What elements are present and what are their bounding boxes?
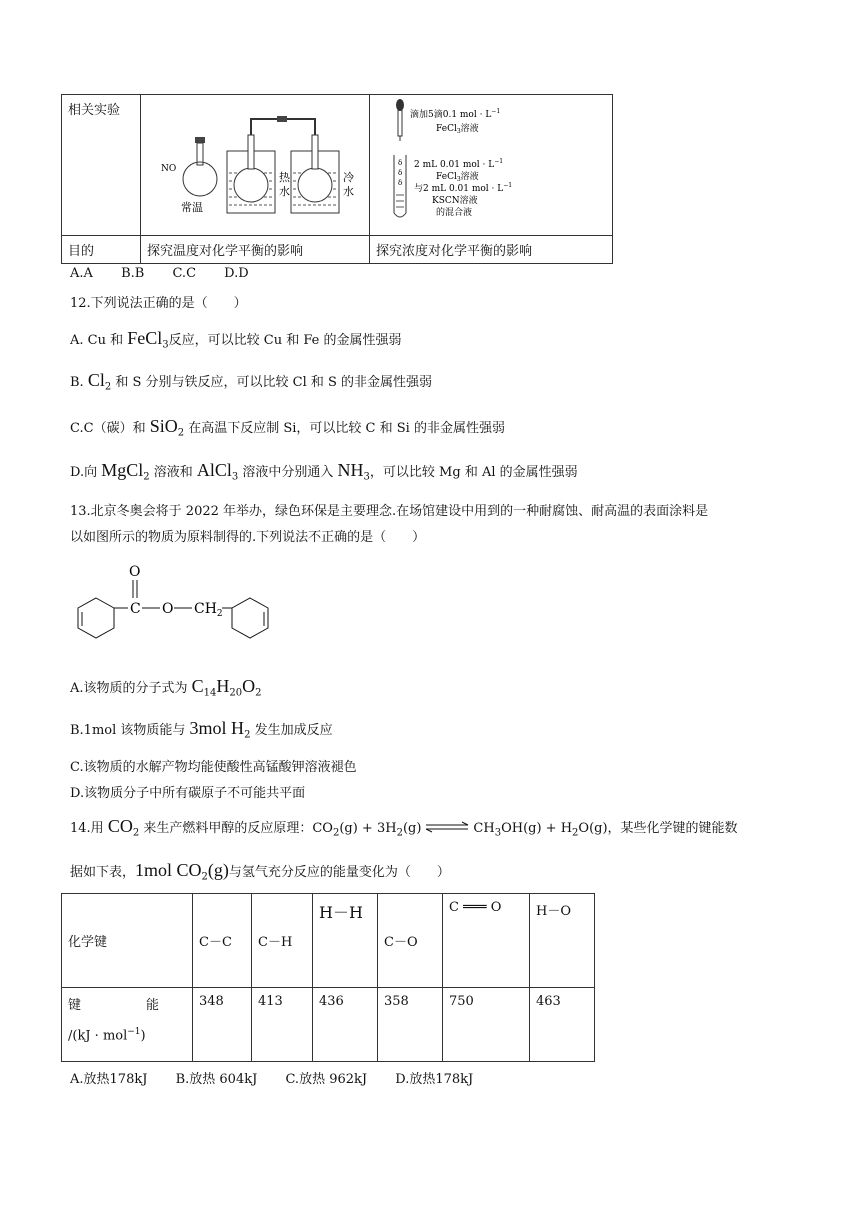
cell-figure-temperature	[141, 95, 370, 236]
ester-o-label: O	[162, 601, 174, 617]
q12-option-b[interactable]: B. $Cl_2$ 和 S 分别与铁反应，可以比较 Cl 和 S 的非金属性强弱	[70, 370, 433, 393]
cell-label-experiment: 相关实验	[62, 95, 141, 236]
energy-c-o: 358	[378, 988, 443, 1062]
room-temp-label: 常温	[181, 201, 203, 214]
q14-stem-line-1: 14.用 $CO_2$ 来生产燃料甲醇的反应原理：$CO_2(g) + 3H_2(g) CH_3OH(g) + H_2O(g)$，某些化学键的键能数	[70, 816, 738, 839]
no2-label: NO	[161, 164, 177, 174]
cold-water-label-1: 冷	[343, 171, 354, 184]
cell-purpose-temperature: 探究温度对化学平衡的影响	[141, 236, 370, 264]
hot-water-label-1: 热	[279, 171, 290, 184]
q11-options	[70, 266, 273, 281]
energy-c-double-o: 750	[443, 988, 530, 1062]
q13-stem-line-1: 13.北京冬奥会将于 2022 年举办，绿色环保是主要理念.在场馆建设中用到的一种耐腐蚀、耐高温的表面涂料是	[70, 504, 709, 519]
cold-water-label-2: 水	[343, 185, 354, 198]
concentration-apparatus-figure	[370, 95, 612, 231]
energy-row-label: 键 能 /(kJ · mol$^{-1}$)	[62, 988, 193, 1062]
cell-label-purpose: 目的	[62, 236, 141, 264]
energy-c-c: 348	[193, 988, 252, 1062]
bond-c-c: C－C	[193, 894, 252, 988]
energy-c-h: 413	[252, 988, 313, 1062]
q11-option-c[interactable]: C.C	[172, 266, 197, 281]
q13-stem-line-2: 以如图所示的物质为原料制得的.下列说法不正确的是（ ）	[70, 530, 426, 545]
drop-line-2: FeCl$_3$溶液	[436, 124, 479, 135]
q11-option-b[interactable]: B.B	[121, 266, 145, 281]
tube-line-1: 2 mL 0.01 mol · $L^{-1}$	[414, 158, 504, 170]
q13-option-b[interactable]: B.1mol 该物质能与 3mol $H_2$ 发生加成反应	[70, 718, 333, 741]
q13-option-d[interactable]: D.该物质分子中所有碳原子不可能共平面	[70, 786, 306, 801]
cell-purpose-concentration: 探究浓度对化学平衡的影响	[370, 236, 613, 264]
energy-h-h: 436	[313, 988, 378, 1062]
q14-option-b[interactable]: B.放热 604kJ	[175, 1072, 258, 1087]
bond-row-label: 化学键	[62, 894, 193, 988]
q14-options	[70, 1068, 497, 1087]
ester-structure-figure	[66, 560, 306, 650]
energy-h-o: 463	[530, 988, 595, 1062]
reaction-left: $CO_2(g) + 3H_2(g)$	[312, 821, 422, 839]
tube-line-4: KSCN溶液	[432, 196, 478, 206]
svg-text:δ: δ	[398, 179, 403, 187]
tube-line-3: 与2 mL 0.01 mol · $L^{-1}$	[414, 182, 513, 194]
cell-figure-concentration	[370, 95, 613, 236]
temperature-apparatus-figure	[141, 95, 369, 231]
hot-water-label-2: 水	[279, 185, 290, 198]
bond-energy-table	[61, 893, 595, 1062]
q14-option-c[interactable]: C.放热 962kJ	[285, 1072, 368, 1087]
experiment-table	[61, 94, 613, 264]
q12-stem: 12.下列说法正确的是（ ）	[70, 296, 247, 311]
bond-c-double-o: C ═══ O	[443, 894, 530, 988]
carbonyl-c-label: C	[130, 601, 141, 617]
q12-option-c[interactable]: C.C（碳）和 SiO$_2$ 在高温下反应制 Si，可以比较 C 和 Si 的非金属性强弱	[70, 416, 505, 439]
svg-text:δ: δ	[398, 159, 403, 167]
q13-option-a[interactable]: A.该物质的分子式为 $C_{14}H_{20}O_2$	[70, 676, 262, 699]
q14-option-a[interactable]: A.放热178kJ	[70, 1072, 148, 1087]
bond-c-o: C－O	[378, 894, 443, 988]
bond-h-o: H－O	[530, 894, 595, 988]
equilibrium-arrow-icon	[424, 821, 470, 837]
svg-text:δ: δ	[398, 169, 403, 177]
q11-option-d[interactable]: D.D	[224, 266, 249, 281]
q12-option-a[interactable]: A. Cu 和 FeCl$_3$反应，可以比较 Cu 和 Fe 的金属性强弱	[70, 328, 402, 351]
bond-c-h: C－H	[252, 894, 313, 988]
q12-option-d[interactable]: D.向 MgCl$_2$ 溶液和 AlCl$_3$ 溶液中分别通入 $NH_3$，可以比较 Mg 和 Al 的金属性强弱	[70, 460, 578, 483]
carbonyl-o-label: O	[129, 564, 141, 580]
q13-option-c[interactable]: C.该物质的水解产物均能使酸性高锰酸钾溶液褪色	[70, 760, 357, 775]
q11-option-a[interactable]: A.A	[70, 266, 93, 281]
bond-h-h: H－H	[313, 894, 378, 988]
tube-line-5: 的混合液	[436, 208, 473, 218]
ch2-label: $CH_2$	[194, 601, 223, 619]
drop-line-1: 滴加5滴0.1 mol · $L^{-1}$	[410, 108, 501, 120]
tube-line-2: FeCl$_3$溶液	[436, 172, 479, 183]
q14-stem-line-2: 据如下表，1mol $CO_2(g)$与氢气充分反应的能量变化为（ ）	[70, 860, 450, 883]
q14-option-d[interactable]: D.放热178kJ	[395, 1072, 474, 1087]
reaction-right: $CH_3OH(g) + H_2O(g)$	[473, 821, 608, 839]
